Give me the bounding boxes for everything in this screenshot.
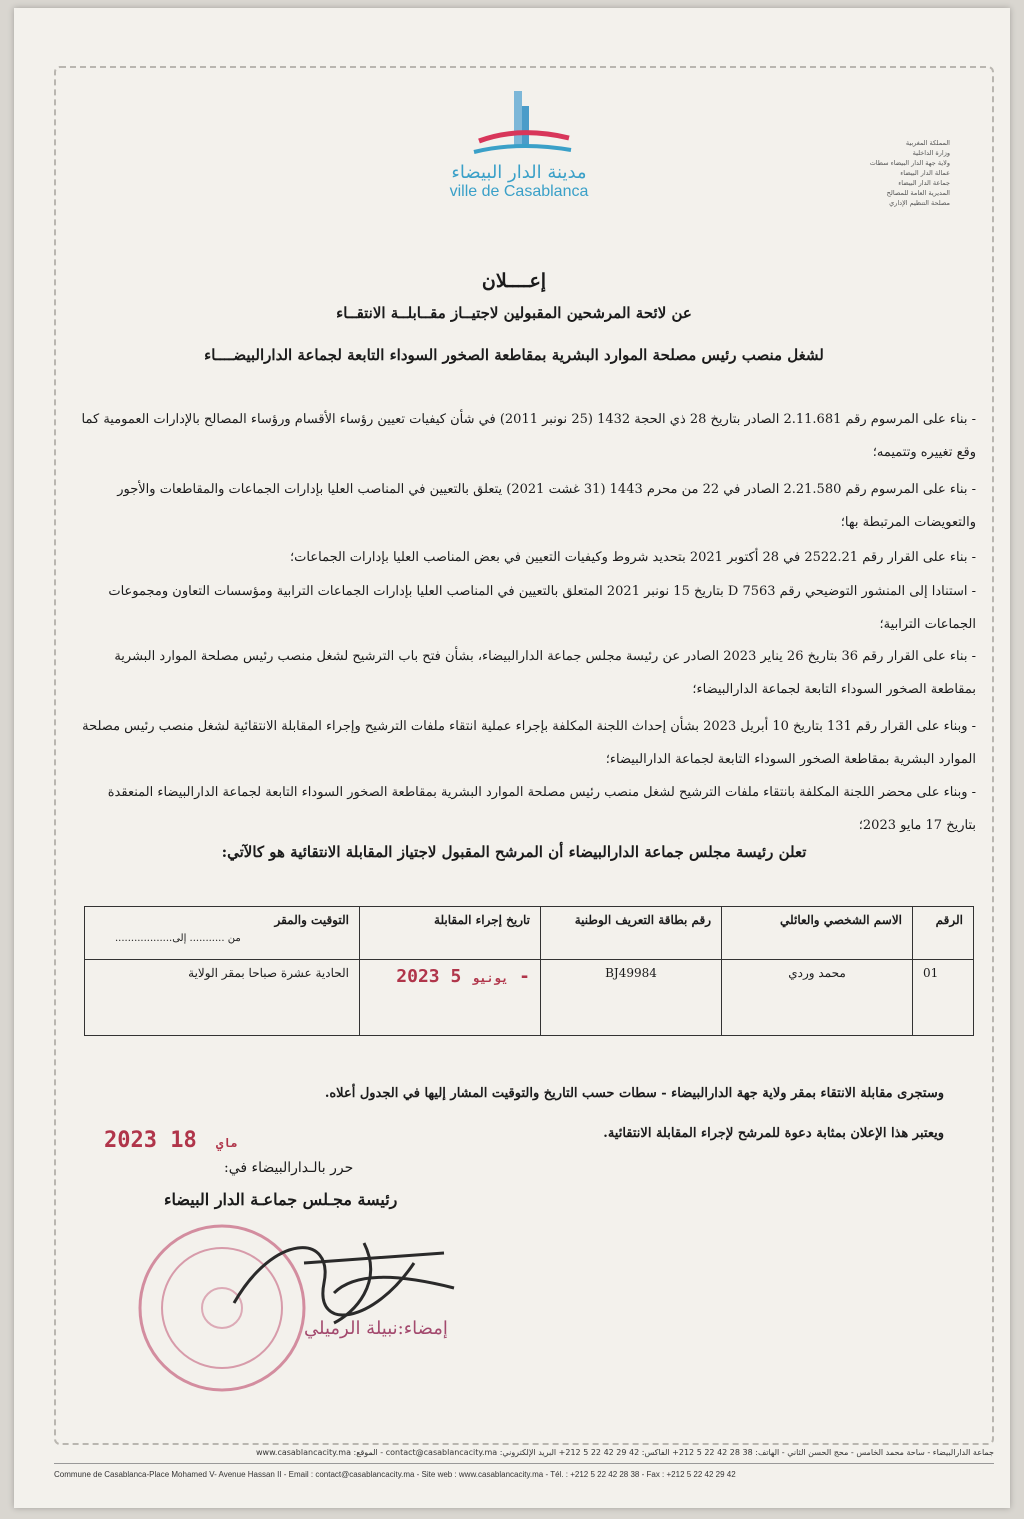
gov-line: جماعة الدار البيضاء xyxy=(898,179,950,187)
written-at: حرر بالـدارالبيضاء في: xyxy=(224,1160,354,1176)
header-name: الاسم الشخصي والعائلي xyxy=(722,907,913,960)
document-subtitle-1: عن لائحة المرشحين المقبولين لاجتيــاز مقــابلــة الانتقــاء xyxy=(336,304,692,322)
header-time-label: التوقيت والمقر xyxy=(274,913,349,927)
reference-item: - وبناء على القرار رقم 131 بتاريخ 10 أبريل 2023 بشأن إحداث اللجنة المكلفة بإجراء عملية انتقاء ملفات الترشيح وإجراء المقابلة الانتقائية لشغل منصب رئيس مصلحة الموارد البشرية بمقاطعة الصخور السوداء التابعة لجماعة الدارالبيضاء؛ xyxy=(82,719,976,767)
announcement-intro: تعلن رئيسة مجلس جماعة الدارالبيضاء أن المرشح المقبول لاجتياز المقابلة الانتقائية هو كالآتي: xyxy=(221,843,807,861)
signatory-name: إمضاء:نبيلة الرميلي xyxy=(304,1318,448,1339)
date-stamp xyxy=(104,1128,244,1153)
footer-divider xyxy=(54,1463,994,1464)
header-time xyxy=(85,907,360,960)
cell-time: الحادية عشرة صباحا بمقر الولاية xyxy=(85,960,360,1036)
cell-num: 01 xyxy=(913,960,974,1036)
date-day: 5 - xyxy=(450,966,530,987)
cell-name: محمد وردي xyxy=(722,960,913,1036)
reference-item: - بناء على المرسوم رقم 2.11.681 الصادر بتاريخ 28 ذي الحجة 1432 (25 نونبر 2011) في شأن كيفيات تعيين رؤساء الأقسام ورؤساء المصالح بالإدارات العمومية كما وقع تغييره وتتميمه؛ xyxy=(81,412,976,460)
gov-line: عمالة الدار البيضاء xyxy=(900,169,950,177)
document-subtitle-2: لشغل منصب رئيس مصلحة الموارد البشرية بمقاطعة الصخور السوداء التابعة لجماعة الدارالبيضــــاء xyxy=(204,346,824,364)
government-header xyxy=(840,138,950,208)
date-stamp-day: 18 xyxy=(170,1128,197,1153)
reference-item: - بناء على القرار رقم 2522.21 في 28 أكتوبر 2021 بتحديد شروط وكيفيات التعيين في بعض المناصب العليا بإدارات الجماعات؛ xyxy=(290,550,976,565)
header-time-sub: من ........... إلى.................. xyxy=(115,933,241,944)
document-title: إعــــلان xyxy=(481,270,547,292)
reference-item: - استنادا إلى المنشور التوضيحي رقم D 7563 بتاريخ 15 نونبر 2021 المتعلق بالتعيين في المناصب العليا بإدارات الجماعات الترابية ومؤسسات التعاون ومجموعات الجماعات الترابية؛ xyxy=(108,584,976,632)
gov-line: مصلحة التنظيم الإداري xyxy=(889,199,950,207)
header-cin: رقم بطاقة التعريف الوطنية xyxy=(541,907,722,960)
president-title: رئيسة مجـلس جماعـة الدار البيضاء xyxy=(164,1190,398,1209)
header-num: الرقم xyxy=(913,907,974,960)
cell-date xyxy=(360,960,541,1036)
city-logo xyxy=(419,86,619,226)
date-year: 2023 xyxy=(396,966,440,987)
date-stamp-month: ماي xyxy=(215,1136,238,1150)
gov-line: المملكة المغربية xyxy=(905,139,950,147)
table-header-row xyxy=(85,907,974,960)
page-footer-arabic: جماعة الدارالبيضاء - ساحة محمد الخامس - محج الحسن الثاني - الهاتف: 38 28 42 22 5 212+ الفاكس: 42 29 42 22 5 212+ البريد الإلكتروني: contact@casablancacity.ma - الموقع: www.casablancacity.ma xyxy=(256,1448,994,1457)
reference-item: - وبناء على محضر اللجنة المكلفة بانتقاء ملفات الترشيح لشغل منصب رئيس مصلحة الموارد البشرية بمقاطعة الصخور السوداء التابعة لجماعة الدارالبيضاء المنعقدة بتاريخ 17 مايو 2023؛ xyxy=(107,785,976,833)
logo-french-text: ville de Casablanca xyxy=(449,183,589,200)
date-stamp-year: 2023 xyxy=(104,1128,157,1153)
reference-item: - بناء على المرسوم رقم 2.21.580 الصادر في 22 من محرم 1443 (31 غشت 2021) يتعلق بالتعيين في المناصب العليا بإدارات الجماعات والمقاطعات والأجور والتعويضات المرتبطة بها؛ xyxy=(117,482,976,530)
interview-location-note: وستجرى مقابلة الانتقاء بمقر ولاية جهة الدارالبيضاء - سطات حسب التاريخ والتوقيت المشار إليها في الجدول أعلاه. xyxy=(324,1086,944,1101)
casablanca-logo-icon xyxy=(459,86,579,166)
candidates-table xyxy=(84,906,974,1036)
logo-arabic-text: مدينة الدار البيضاء xyxy=(451,162,587,183)
gov-line: وزارة الداخلية xyxy=(912,149,950,157)
document-page xyxy=(14,8,1010,1508)
gov-line: ولاية جهة الدار البيضاء سطات xyxy=(869,159,950,167)
reference-item: - بناء على القرار رقم 36 بتاريخ 26 يناير 2023 الصادر عن رئيسة مجلس جماعة الدارالبيضاء، بشأن فتح باب الترشيح لشغل منصب رئيس مصلحة الموارد البشرية بمقاطعة الصخور السوداء التابعة لجماعة الدارالبيضاء؛ xyxy=(114,649,976,697)
cell-cin: BJ49984 xyxy=(541,960,722,1036)
header-date: تاريخ إجراء المقابلة xyxy=(360,907,541,960)
gov-line: المديرية العامة للمصالح xyxy=(886,189,950,197)
invitation-note: ويعتبر هذا الإعلان بمثابة دعوة للمرشح لإجراء المقابلة الانتقائية. xyxy=(603,1126,944,1141)
page-footer-french: Commune de Casablanca-Place Mohamed V- Avenue Hassan II - Email : contact@casablancacity.ma - Site web : www.casablancacity.ma - Tél. : +212 5 22 42 28 38 - Fax : +212 5 22 42 29 42 xyxy=(54,1470,736,1479)
table-row xyxy=(85,960,974,1036)
date-month: يونيو xyxy=(472,971,509,985)
